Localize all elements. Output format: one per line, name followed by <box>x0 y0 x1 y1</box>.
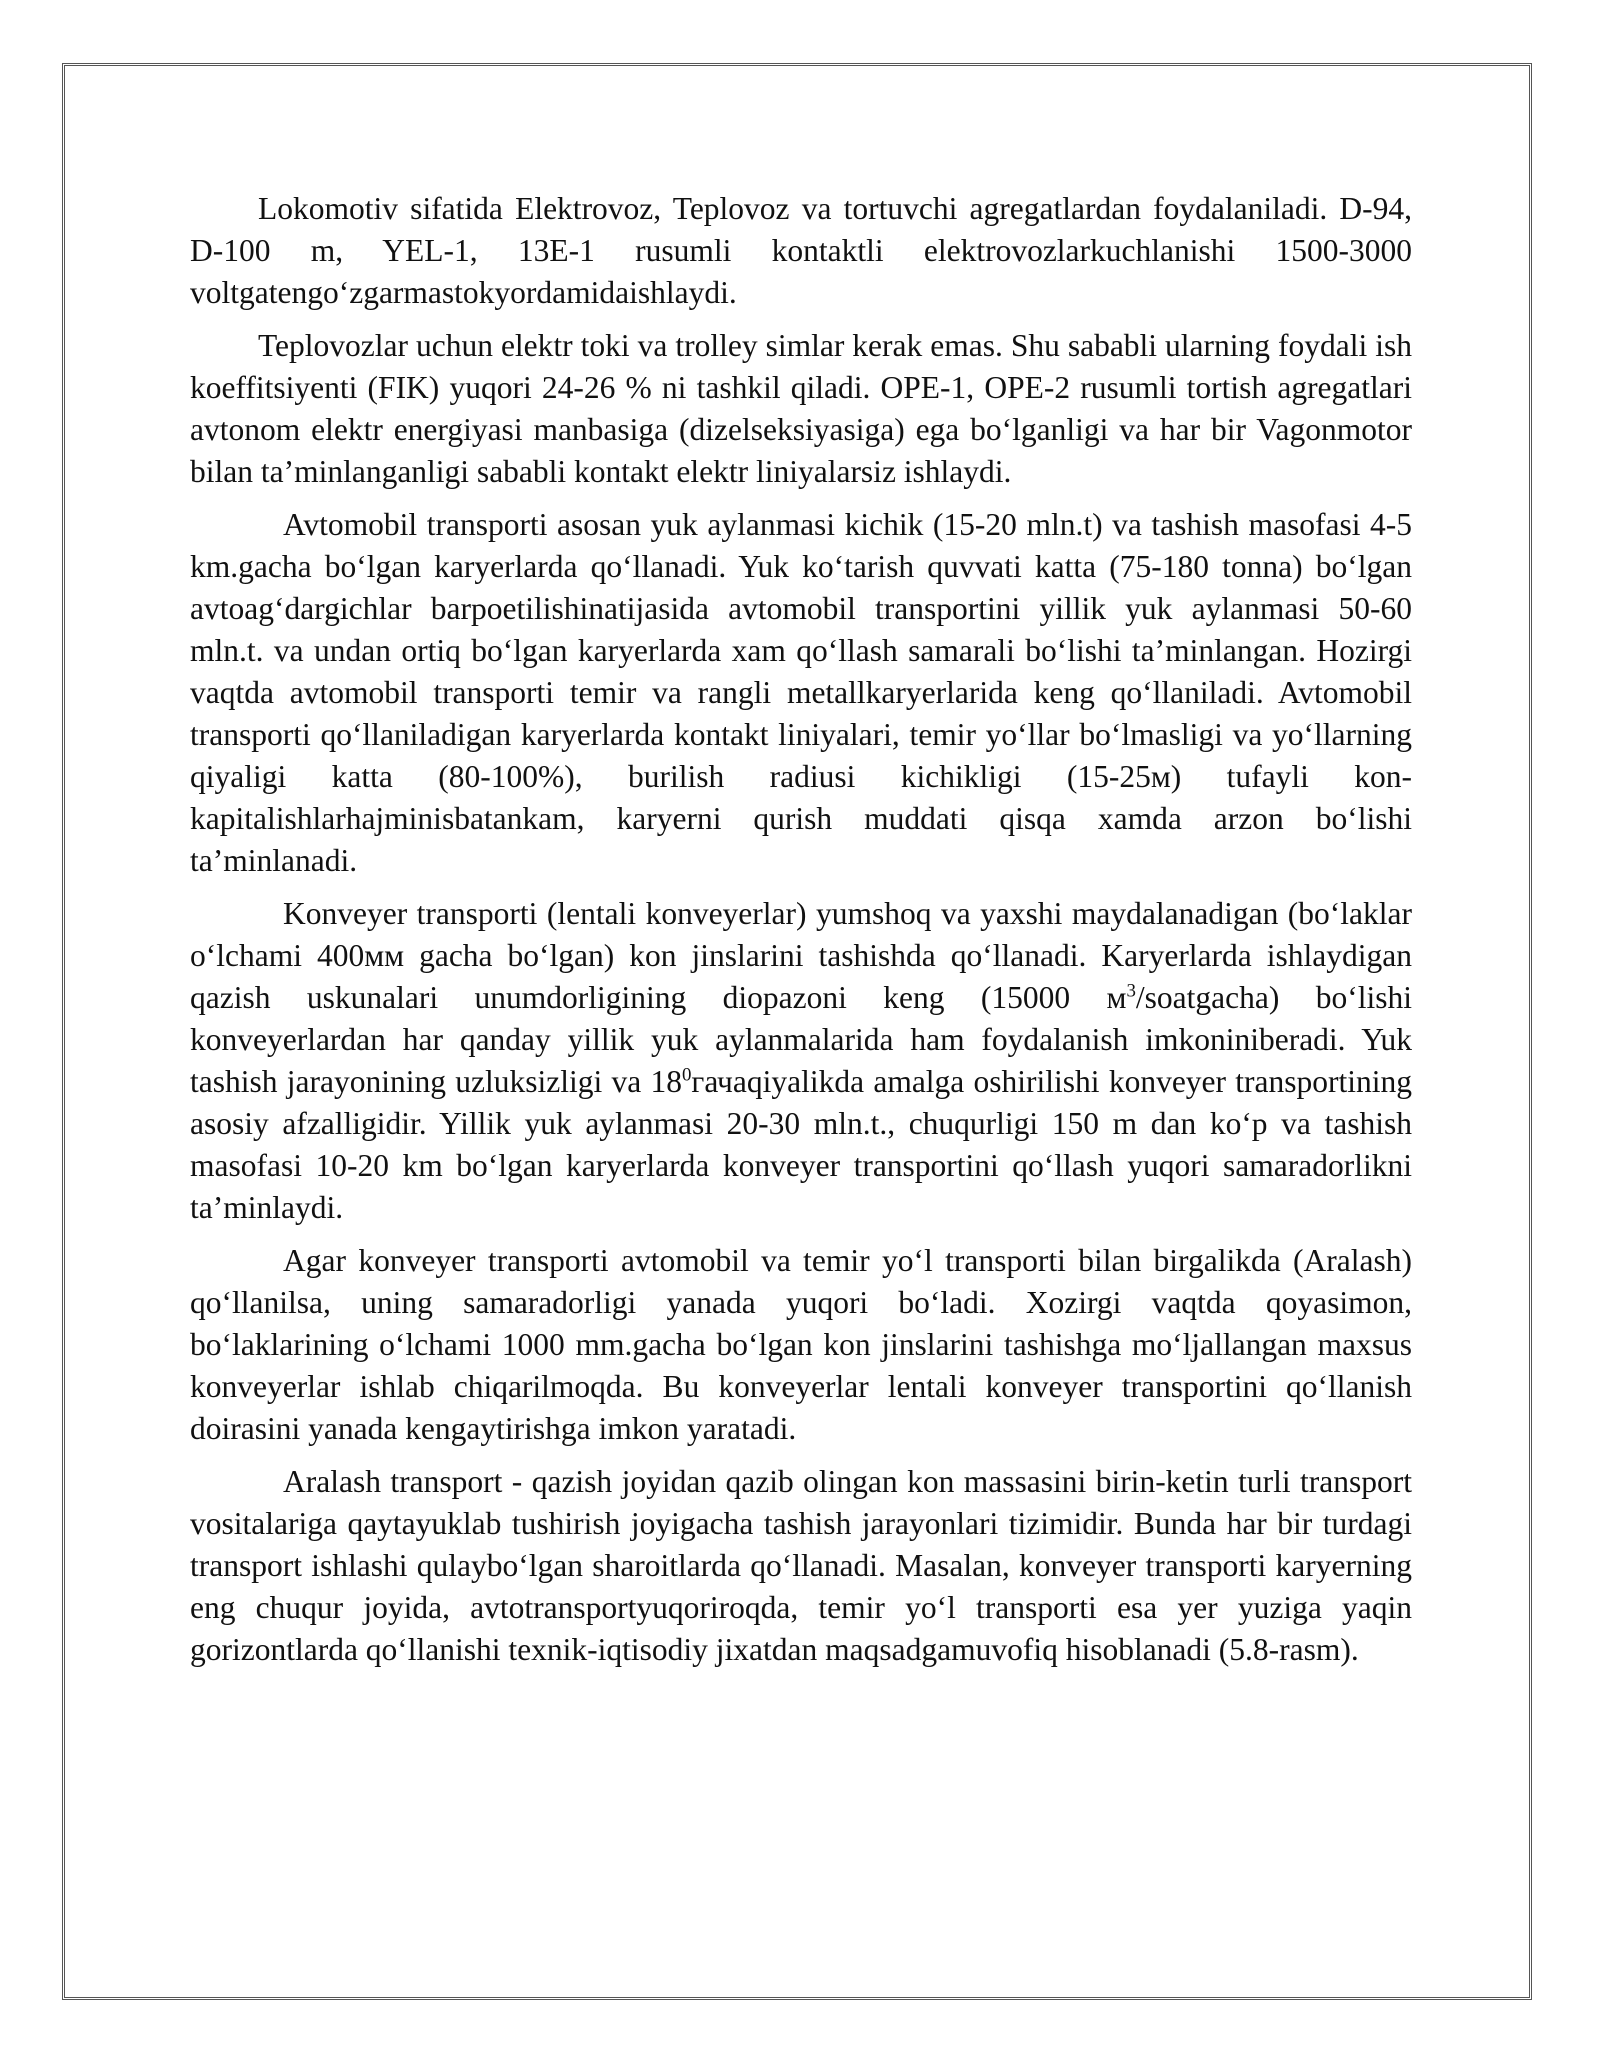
superscript-degree: 0 <box>681 1064 692 1086</box>
paragraph-aralash-transport: Aralash transport - qazish joyidan qazib olingan kon massasini birin-ketin turli transport vositalariga qaytayuklab tushirish joyigacha tashish jarayonlari tizimidir. Bunda har bir turdagi transport ishlashi qulaybo‘lgan sharoitlarda qo‘llanadi. Masalan, konveyer transporti karyerning eng chuqur joyida, avtotransportyuqoriroqda, temir yo‘l transporti esa yer yuziga yaqin gorizontlarda qo‘llanishi texnik-iqtisodiy jixatdan maqsadgamuvofiq hisoblanadi (5.8-rasm). <box>190 1464 1412 1667</box>
paragraph-teplovozlar: Teplovozlar uchun elektr toki va trolley simlar kerak emas. Shu sababli ularning foydali ish koeffitsiyenti (FIK) yuqori 24-26 % ni tashkil qiladi. OPE-1, OPE-2 rusumli tortish agregatlari avtonom elektr energiyasi manbasiga (dizelseksiyasiga) ega bo‘lganligi va har bir Vagonmotor bilan ta’minlanganligi sababli kontakt elektr liniyalarsiz ishlaydi. <box>190 328 1412 489</box>
paragraph-aralash-qollanilsa: Agar konveyer transporti avtomobil va temir yo‘l transporti bilan birgalikda (Aralash) qo‘llanilsa, uning samaradorligi yanada yuqori bo‘ladi. Xozirgi vaqtda qoyasimon, bo‘laklarining o‘lchami 1000 mm.gacha bo‘lgan kon jinslarini tashishga mo‘ljallangan maxsus konveyerlar ishlab chiqarilmoqda. Bu konveyerlar lentali konveyer transportini qo‘llanish doirasini yanada kengaytirishga imkon yaratadi. <box>190 1243 1412 1446</box>
paragraph-konveyer-text-2: /soatgacha) bo‘lishi konveyerlardan har qanday yillik yuk aylanmalarida ham foydalanish imkoniniberadi. Yuk tashish jarayonining uzluksizligi va 18 <box>190 980 1412 1099</box>
paragraph-konveyer-text-1: Konveyer transporti (lentali konveyerlar) yumshoq va yaxshi maydalanadigan (bo‘laklar o‘lchami 400мм gacha bo‘lgan) kon jinslarini tashishda qo‘llanadi. Karyerlarda ishlaydigan qazish uskunalari unumdorligining diopazoni keng (15000 м <box>190 896 1412 1015</box>
paragraph-avtomobil-transporti: Avtomobil transporti asosan yuk aylanmasi kichik (15-20 mln.t) va tashish masofasi 4-5 km.gacha bo‘lgan karyerlarda qo‘llanadi. Yuk ko‘tarish quvvati katta (75-180 tonna) bo‘lgan avtoag‘dargichlar barpoetilishinatijasida avtomobil transportini yillik yuk aylanmasi 50-60 mln.t. va undan ortiq bo‘lgan karyerlarda xam qo‘llash samarali bo‘lishi ta’minlangan. Hozirgi vaqtda avtomobil transporti temir va rangli metallkaryerlarida keng qo‘llaniladi. Avtomobil transporti qo‘llaniladigan karyerlarda kontakt liniyalari, temir yo‘llar bo‘lmasligi va yo‘llarning qiyaligi katta (80-100%), burilish radiusi kichikligi (15-25м) tufayli kon-kapitalishlarhajminisbatankam, karyerni qurish muddati qisqa xamda arzon bo‘lishi ta’minlanadi. <box>190 507 1412 878</box>
document-body <box>190 188 1412 1671</box>
paragraph-lokomotiv: Lokomotiv sifatida Elektrovoz, Teplovoz va tortuvchi agregatlardan foydalaniladi. D-94, D-100 m, YEL-1, 13E-1 rusumli kontaktli elektrovozlarkuchlanishi 1500-3000 voltgatengo‘zgarmastokyordamidaishlaydi. <box>190 191 1412 310</box>
paragraph-konveyer-text-3: гачaqiyalikda amalga oshirilishi konveyer transportining asosiy afzalligidir. Yillik yuk aylanmasi 20-30 mln.t., chuqurligi 150 m dan ko‘p va tashish masofasi 10-20 km bo‘lgan karyerlarda konveyer transportini qo‘llash yuqori samaradorlikni ta’minlaydi. <box>190 1064 1413 1225</box>
paragraph-konveyer-transporti <box>190 893 1412 1229</box>
superscript-cubic: 3 <box>1126 980 1136 1002</box>
